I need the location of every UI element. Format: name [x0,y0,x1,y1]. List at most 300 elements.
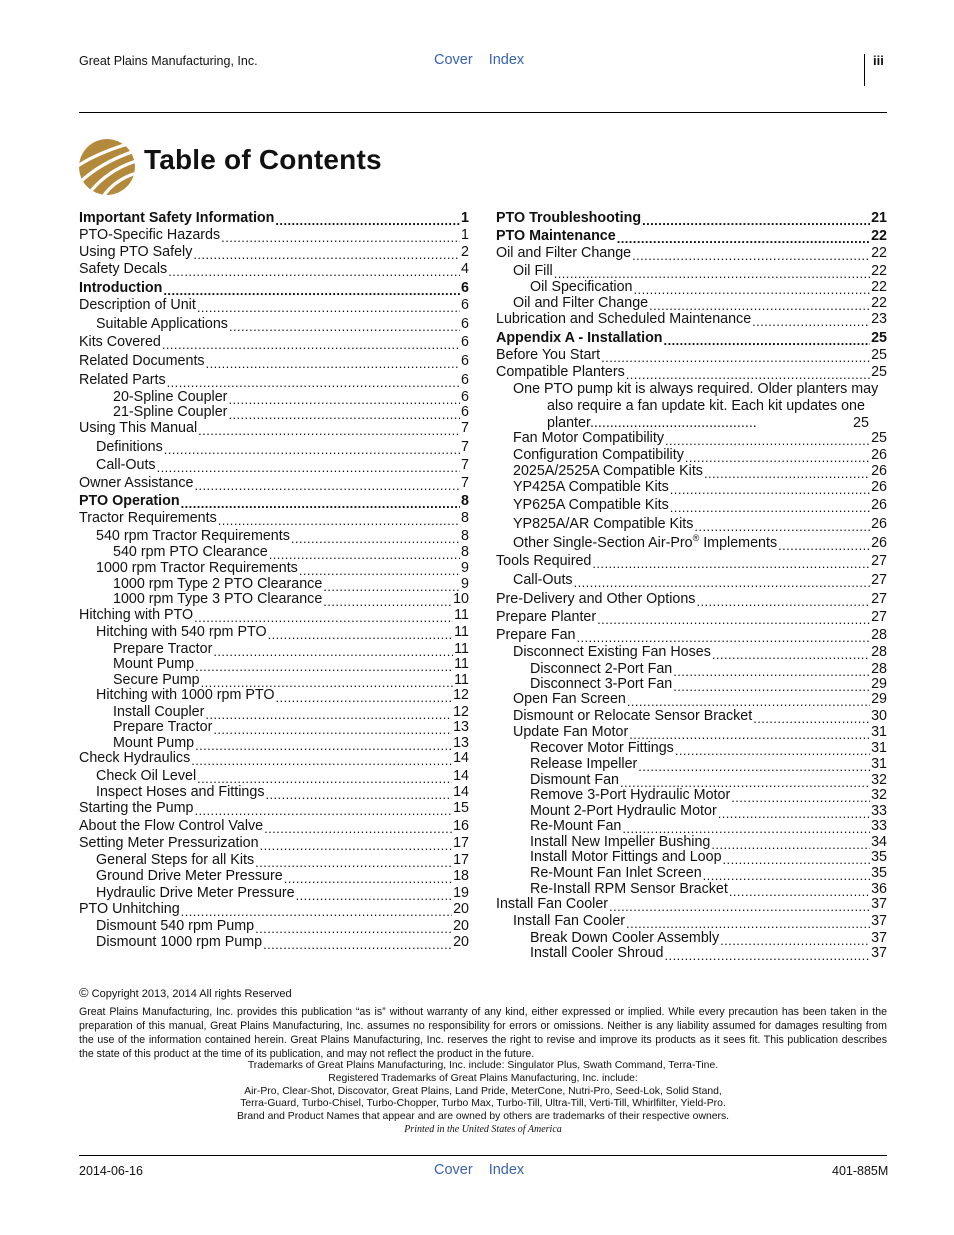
toc-entry-label: Dismount 1000 rpm Pump [96,934,263,950]
toc-entry-page: 22 [871,295,887,311]
toc-entry[interactable] [496,708,887,725]
toc-entry-label: Introduction [79,280,163,296]
toc-entry-leader [229,318,460,333]
toc-entry-page: 35 [871,865,887,881]
toc-entry-leader [753,710,870,725]
toc-entry-leader [168,263,460,278]
toc-entry[interactable] [79,918,469,935]
toc-entry[interactable] [496,381,887,432]
toc-entry-label: YP625A Compatible Kits [513,497,669,513]
toc-entry-leader [163,282,460,297]
toc-entry-label: PTO Troubleshooting [496,210,642,226]
toc-entry-leader [194,477,460,492]
toc-entry-label: Install Fan Cooler [513,913,626,929]
toc-entry[interactable] [496,364,887,381]
toc-entry[interactable] [496,479,887,496]
toc-entry-label: Kits Covered [79,334,161,350]
toc-entry-page: 30 [871,708,887,724]
toc-entry-page: 26 [871,535,887,551]
toc-entry-page: 27 [871,609,887,625]
toc-entry-label: Compatible Planters [496,364,625,380]
header-index-link[interactable]: Index [488,52,525,68]
toc-entry[interactable] [496,263,887,280]
great-plains-logo-icon [79,139,135,195]
toc-entry[interactable] [496,497,887,514]
toc-entry[interactable] [496,865,887,882]
toc-entry-page: 35 [871,849,887,865]
copyright [79,985,292,1000]
toc-entry-label: Re-Mount Fan [530,818,622,834]
toc-entry-leader [269,546,460,561]
toc-entry-label: YP825A/AR Compatible Kits [513,516,694,532]
toc-entry-label: Before You Start [496,347,601,363]
page-number: iii [873,53,884,68]
toc-entry[interactable] [79,457,469,474]
toc-entry-leader [206,355,460,370]
toc-entry[interactable] [79,934,469,951]
toc-entry-leader [696,593,870,608]
toc-entry-leader [275,212,460,227]
toc-entry-page: 6 [461,389,469,405]
toc-entry[interactable] [79,784,469,801]
toc-entry-label: Appendix A - Installation [496,330,663,346]
toc-entry[interactable] [496,430,887,447]
toc-entry[interactable] [79,493,469,510]
toc-entry[interactable] [496,295,887,312]
toc-entry-leader [195,658,453,673]
toc-entry-label: Check Oil Level [96,768,197,784]
toc-entry-page: 37 [871,913,887,929]
toc-entry-leader [704,465,870,480]
toc-entry-leader [597,611,870,626]
toc-entry[interactable] [496,724,887,741]
footer-index-link[interactable]: Index [488,1162,525,1178]
toc-entry-leader [265,786,452,801]
toc-entry-page: 27 [871,553,887,569]
footer-doc-number: 401-885M [832,1164,889,1178]
toc-entry-label: PTO-Specific Hazards [79,227,221,243]
toc-entry-label: Setting Meter Pressurization [79,835,259,851]
toc-entry-page: 6 [461,280,469,296]
toc-entry[interactable] [496,210,887,227]
toc-entry-label: Definitions [96,439,163,455]
toc-entry-label: Install Motor Fittings and Loop [530,849,722,865]
toc-entry-leader [193,246,460,261]
toc-entry-leader [197,770,452,785]
toc-entry-page: 22 [871,263,887,279]
toc-entry[interactable] [496,787,887,804]
toc-entry-page: 20 [453,918,469,934]
toc-entry[interactable] [496,849,887,866]
toc-entry-leader [213,721,452,736]
toc-entry-page: 9 [461,576,469,592]
toc-entry[interactable] [79,510,469,527]
toc-entry-page: 16 [453,818,469,834]
toc-entry[interactable] [496,818,887,835]
printed-note: Printed in the United States of America [404,1124,562,1135]
toc-entry-leader [181,903,452,918]
toc-entry[interactable] [79,372,469,389]
toc-entry-page: 2 [461,244,469,260]
toc-entry-leader [632,247,870,262]
toc-entry[interactable] [79,404,469,421]
toc-entry[interactable] [79,768,469,785]
toc-entry-label: 1000 rpm Tractor Requirements [96,560,298,576]
trademark-line: Trademarks of Great Plains Manufacturing, Inc. include: Singulator Plus, Swath Command, Terra-Tine. [247,1060,719,1071]
toc-entry[interactable] [496,644,887,661]
toc-entry-page: 29 [871,691,887,707]
toc-entry[interactable] [79,800,469,817]
toc-entry-label: Tractor Requirements [79,510,217,526]
toc-entry-label: PTO Maintenance [496,228,616,244]
toc-entry-page: 37 [871,896,887,912]
toc-entry-label: Safety Decals [79,261,168,277]
toc-entry-leader [162,336,460,351]
toc-entry[interactable] [496,691,887,708]
toc-entry-page: 26 [871,447,887,463]
toc-entry-page: 27 [871,591,887,607]
toc-entry[interactable] [496,447,887,464]
toc-entry-label: Configuration Compatibility [513,447,684,463]
toc-entry-page: 31 [871,756,887,772]
toc-entry-label: Oil Fill [513,263,553,279]
toc-entry[interactable] [79,227,469,244]
toc-entry[interactable] [496,553,887,570]
toc-entry[interactable] [79,420,469,437]
toc-entry[interactable] [79,607,469,624]
toc-entry-leader [638,758,870,773]
toc-entry-label: Oil and Filter Change [496,245,632,261]
trademark-line: Air-Pro, Clear-Shot, Discovator, Great Plains, Land Pride, MeterCone, Nutri-Pro, Seed-Lok, Solid Stand, [244,1086,722,1097]
toc-entry-page: 12 [453,704,469,720]
toc-entry-page: 17 [453,835,469,851]
toc-entry[interactable] [496,740,887,757]
toc-entry-leader [218,512,460,527]
toc-entry-leader [642,212,870,227]
toc-entry-leader [181,495,460,510]
toc-entry-page: 6 [461,372,469,388]
toc-entry-page: 27 [871,572,887,588]
toc-entry-page: 37 [871,945,887,961]
toc-entry-label: Prepare Fan [496,627,576,643]
toc-entry-label: Description of Unit [79,297,196,313]
toc-entry-label: 2025A/2525A Compatible Kits [513,463,703,479]
toc-entry-label: Remove 3-Port Hydraulic Motor [530,787,731,803]
toc-entry-leader [554,265,870,280]
toc-entry-page: 20 [453,934,469,950]
trademark-line: Registered Trademarks of Great Plains Manufacturing, Inc. include: [328,1073,638,1084]
toc-entry-page: 31 [871,724,887,740]
toc-entry-leader [626,366,870,381]
toc-entry-leader [263,936,452,951]
header-cover-link[interactable]: Cover [434,52,473,68]
toc-entry[interactable] [79,475,469,492]
toc-entry-label: Tools Required [496,553,592,569]
toc-entry[interactable] [496,627,887,644]
toc-entry-label: Mount 2-Port Hydraulic Motor [530,803,717,819]
toc-entry-label: 21-Spline Coupler [113,404,228,420]
toc-entry-label: Related Parts [79,372,166,388]
footer-cover-link[interactable]: Cover [434,1162,473,1178]
toc-entry[interactable] [496,463,887,480]
toc-entry-page: 13 [453,719,469,735]
toc-entry-page: 8 [461,528,469,544]
toc-entry-page: 7 [461,439,469,455]
footer-rule [79,1155,887,1156]
toc-entry-label: Pre-Delivery and Other Options [496,591,696,607]
toc-entry-label: PTO Operation [79,493,180,509]
toc-entry-page: 33 [871,818,887,834]
page-title: Table of Contents [144,144,382,175]
copyright-text: Copyright 2013, 2014 All rights Reserved [91,988,292,1000]
toc-entry-page: 34 [871,834,887,850]
toc-entry-leader [255,854,452,869]
header-company: Great Plains Manufacturing, Inc. [79,54,258,68]
toc-entry-leader [167,374,460,389]
toc-entry-label: PTO Unhitching [79,901,180,917]
toc-entry[interactable] [496,756,887,773]
toc-entry[interactable] [79,560,469,577]
toc-entry-page: 6 [461,404,469,420]
toc-entry-leader [694,518,870,533]
toc-entry-label: Disconnect 3-Port Fan [530,676,673,692]
toc-entry-page: 12 [453,687,469,703]
toc-entry-label: 540 rpm Tractor Requirements [96,528,290,544]
toc-entry-label: Owner Assistance [79,475,194,491]
toc-entry-leader [622,820,870,835]
toc-entry[interactable] [496,945,887,962]
toc-entry-label: Open Fan Screen [513,691,626,707]
toc-entry[interactable] [79,528,469,545]
toc-entry-leader [194,802,452,817]
toc-entry-page: 31 [871,740,887,756]
toc-entry-leader [260,837,453,852]
toc-entry[interactable] [496,896,887,913]
toc-entry-label: 540 rpm PTO Clearance [113,544,268,560]
toc-entry-page: 13 [453,735,469,751]
toc-entry-leader [228,406,460,421]
toc-entry-leader [284,870,452,885]
toc-entry-page: 25 [871,430,887,446]
registered-mark: ® [692,533,700,544]
toc-entry-page: 6 [461,334,469,350]
toc-entry-label: Using PTO Safely [79,244,193,260]
toc-entry-label: Update Fan Motor [513,724,629,740]
footer-date: 2014-06-16 [79,1164,143,1178]
toc-entry[interactable] [79,544,469,561]
toc-entry[interactable] [496,279,887,296]
toc-entry-label: Fan Motor Compatibility [513,430,664,446]
toc-entry-page: 14 [453,784,469,800]
toc-entry-page: 22 [871,279,887,295]
toc-entry-label: Important Safety Information [79,210,275,226]
toc-entry-page: 14 [453,750,469,766]
toc-entry[interactable] [496,516,887,533]
toc-entry-label: Mount Pump [113,656,195,672]
toc-entry[interactable] [79,334,469,351]
toc-entry-leader [685,449,870,464]
toc-entry-leader [712,646,870,661]
toc-entry-page: 14 [453,768,469,784]
toc-entry[interactable] [79,656,469,673]
toc-entry-leader [634,281,871,296]
toc-entry-leader [664,332,871,347]
toc-entry-leader [665,432,870,447]
toc-entry-leader [197,299,460,314]
toc-entry-page: 19 [453,885,469,901]
toc-entry-label: One PTO pump kit is always required. Older planters may also require a fan update kit. Each kit updates one planter.......................................... 25 [513,381,879,431]
toc-entry-page: 7 [461,420,469,436]
toc-entry[interactable] [79,885,469,902]
toc-entry[interactable] [79,687,469,704]
toc-entry-leader [723,851,871,866]
toc-entry-label: Disconnect 2-Port Fan [530,661,673,677]
toc-entry-leader [198,422,460,437]
toc-entry-page: 6 [461,297,469,313]
toc-entry[interactable] [496,913,887,930]
toc-entry-leader [675,742,870,757]
trademark-line: Terra-Guard, Turbo-Chisel, Turbo-Chopper, Turbo Max, Turbo-Till, Ultra-Till, Verti-Till, Whirlfilter, Yield-Pro. [240,1098,726,1109]
toc-entry-label: 1000 rpm Type 2 PTO Clearance [113,576,323,592]
toc-entry-page: 1 [461,227,469,243]
toc-entry-label: Call-Outs [513,572,573,588]
header-rule [79,112,887,113]
toc-entry[interactable] [496,311,887,328]
toc-entry-page: 8 [461,510,469,526]
toc-entry-label: Hydraulic Drive Meter Pressure [96,885,295,901]
toc-entry-page: 29 [871,676,887,692]
toc-entry-page: 7 [461,475,469,491]
copyright-symbol: © [79,985,89,1000]
toc-entry[interactable] [79,210,469,227]
toc-entry[interactable] [496,347,887,364]
toc-entry[interactable] [496,609,887,626]
toc-entry-leader [323,593,452,608]
toc-entry[interactable] [79,261,469,278]
toc-entry-page: 1 [461,210,469,226]
toc-entry-label: Install Coupler [113,704,205,720]
toc-entry-leader [778,537,870,552]
toc-entry[interactable] [79,868,469,885]
toc-entry[interactable] [496,535,887,552]
toc-entry-label: Hitching with 540 rpm PTO [96,624,267,640]
toc-entry-page: 33 [871,803,887,819]
toc-entry[interactable] [79,591,469,608]
toc-entry-label: Break Down Cooler Assembly [530,930,720,946]
toc-entry[interactable] [79,439,469,456]
toc-entry-page: 11 [454,624,469,640]
toc-entry-page: 28 [871,644,887,660]
toc-entry-leader [194,609,453,624]
toc-entry[interactable] [79,624,469,641]
toc-entry-label: Re-Mount Fan Inlet Screen [530,865,702,881]
toc-entry-label: YP425A Compatible Kits [513,479,669,495]
toc-entry[interactable] [496,330,887,347]
toc-entry[interactable] [79,818,469,835]
toc-entry[interactable] [79,835,469,852]
toc-entry[interactable] [79,901,469,918]
toc-entry-label: Inspect Hoses and Fittings [96,784,265,800]
toc-entry-label: Using This Manual [79,420,198,436]
toc-entry[interactable] [79,750,469,767]
toc-entry-label: Starting the Pump [79,800,194,816]
toc-entry-leader [617,230,870,245]
toc-entry-label: Oil Specification [530,279,633,295]
toc-entry-leader [609,898,870,913]
toc-entry-page: 9 [461,560,469,576]
toc-entry-page: 23 [871,311,887,327]
toc-entry-page: 7 [461,457,469,473]
toc-entry-page: 36 [871,881,887,897]
toc-entry-page: 20 [453,901,469,917]
toc-entry-leader [276,689,453,704]
toc-entry-page: 6 [461,353,469,369]
toc-entry-leader [576,629,870,644]
toc-entry-page: 17 [453,852,469,868]
toc-entry[interactable] [79,297,469,314]
toc-entry-leader [191,752,452,767]
toc-entry[interactable] [496,591,887,608]
toc-entry[interactable] [79,353,469,370]
toc-entry-leader [626,915,870,930]
toc-entry-label: Suitable Applications [96,316,228,332]
toc-entry-page: 10 [453,591,469,607]
toc-entry-label: Prepare Planter [496,609,597,625]
toc-entry-label: Ground Drive Meter Pressure [96,868,283,884]
toc-entry[interactable] [496,245,887,262]
toc-entry[interactable] [79,852,469,869]
toc-entry[interactable] [496,572,887,589]
footer-nav [434,1162,540,1178]
toc-entry-leader [164,441,460,456]
toc-entry-label: Call-Outs [96,457,156,473]
toc-entry-page: 25 [871,364,887,380]
toc-entry-page: 25 [871,330,887,346]
toc-entry-leader: .......................................... [589,415,757,431]
toc-entry[interactable] [79,719,469,736]
toc-entry[interactable] [79,316,469,333]
toc-entry-leader [752,313,870,328]
toc-entry-leader [627,693,870,708]
toc-entry-label: Hitching with 1000 rpm PTO [96,687,275,703]
toc-entry-page: 22 [871,228,887,244]
toc-entry-page: 6 [461,316,469,332]
toc-entry-label: Other Single-Section Air-Pro® Implements [513,533,778,551]
toc-entry[interactable] [79,244,469,261]
toc-entry-page: 25 [871,347,887,363]
toc-entry-leader [574,574,871,589]
toc-entry-page: 22 [871,245,887,261]
header-nav [434,52,540,68]
toc-entry-page: 18 [453,868,469,884]
toc-entry-label: Secure Pump [113,672,200,688]
toc-entry-page: 28 [871,627,887,643]
toc-entry-leader [601,349,870,364]
toc-entry-label: Install Cooler Shroud [530,945,664,961]
toc-entry[interactable] [496,228,887,245]
trademark-line: Brand and Product Names that appear and are owned by others are trademarks of their respective owners. [236,1111,730,1122]
toc-entry[interactable] [79,280,469,297]
toc-entry-label: About the Flow Control Valve [79,818,264,834]
disclaimer: Great Plains Manufacturing, Inc. provides this publication “as is” without warranty of any kind, either expressed or implied. While every precaution has been taken in the preparation of this manual, Great Plains Manufacturing, Inc. assumes no responsibility for errors or omissions. Neither is any liability assumed for damages resulting from the use of the information contained herein. Great Plains Manufacturing, Inc. reserves the right to revise and improve its products as it sees fit. This publication describes the state of this product at the time of its publication, and may not reflect the product in the future. [79,1006,887,1060]
toc-entry-page: 8 [461,493,469,509]
toc-entry-page: 32 [871,772,887,788]
toc-entry-leader [670,481,870,496]
toc-entry-leader [649,297,870,312]
toc-entry-page: 11 [454,656,469,672]
toc-entry-page: 37 [871,930,887,946]
toc-entry-label: Release Impeller [530,756,638,772]
